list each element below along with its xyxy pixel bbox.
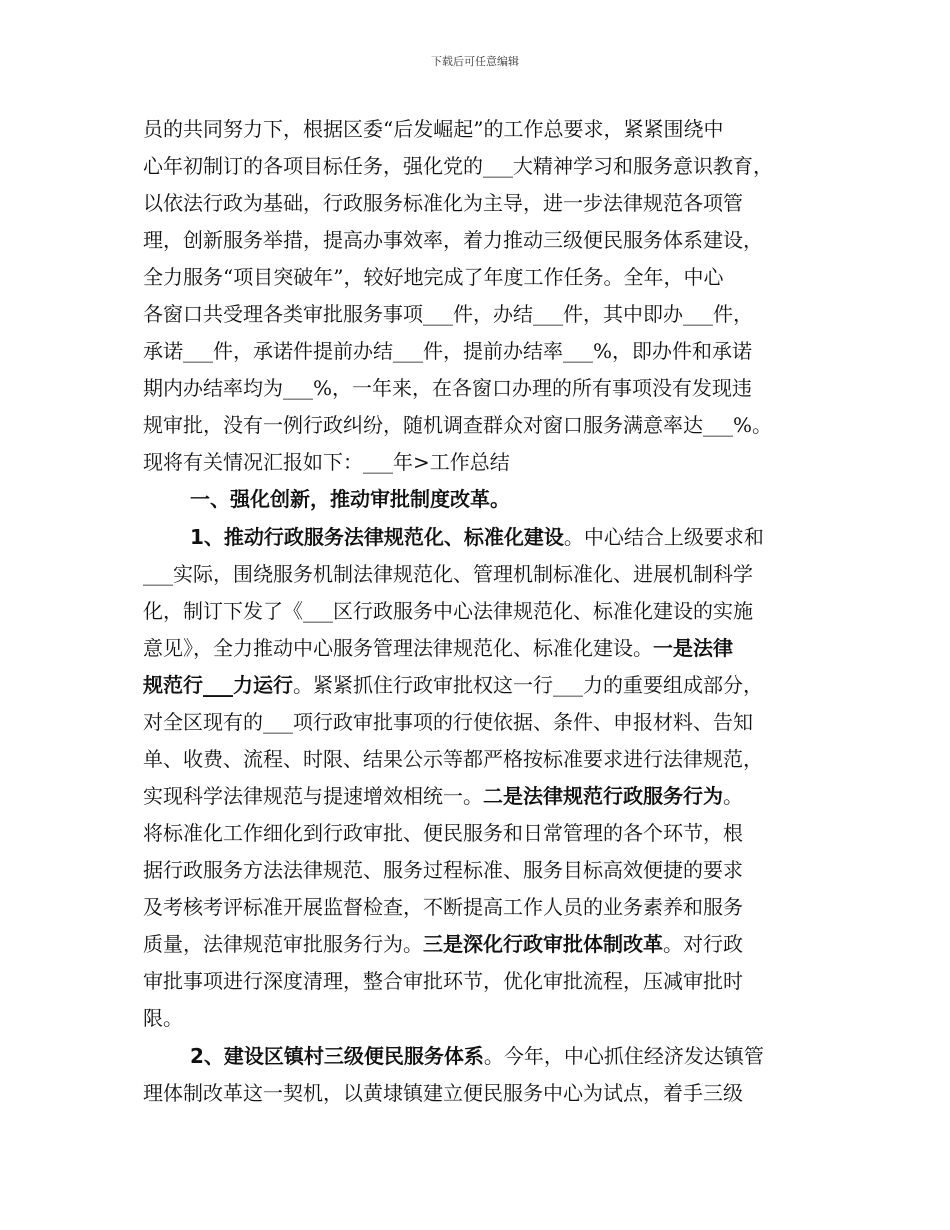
- text-segment: 限。: [143, 1006, 183, 1030]
- paragraph-line: [143, 1077, 833, 1109]
- text-segment: 单、收费、流程、时限、结果公示等都严格按标准要求进行法律规范，: [143, 747, 763, 771]
- bold-text-segment: 1、推动行政服务法律规范化、标准化建设: [190, 525, 564, 549]
- paragraph-line: [143, 928, 833, 960]
- paragraph-line: [143, 632, 833, 664]
- paragraph-line: [143, 891, 833, 923]
- text-segment: 化，制订下发了《___区行政服务中心法律规范化、标准化建设的实施: [143, 599, 753, 623]
- text-segment: 全力服务“项目突破年”，较好地完成了年度工作任务。全年，中心: [143, 265, 724, 289]
- paragraph-line: [190, 521, 833, 553]
- text-segment: 理，创新服务举措，提高办事效率，着力推动三级便民服务体系建设，: [143, 228, 763, 252]
- paragraph-line: [143, 817, 833, 849]
- bold-text-segment: 一是法律: [653, 636, 733, 660]
- text-segment: 。今年，中心抓住经济发达镇管: [483, 1044, 764, 1068]
- text-segment: 承诺___件，承诺件提前办结___件，提前办结率___%，即办件和承诺: [143, 339, 753, 363]
- paragraph-line: [143, 335, 833, 367]
- paragraph-line: [190, 483, 833, 515]
- text-segment: 。中心结合上级要求和: [563, 525, 764, 549]
- bold-text-segment: 规范行___力运行: [143, 673, 293, 697]
- bold-text-segment: 三是深化行政审批体制改革: [423, 932, 663, 956]
- text-segment: 理体制改革这一契机，以黄埭镇建立便民服务中心为试点，着手三级: [143, 1081, 743, 1105]
- paragraph-line: [143, 854, 833, 886]
- text-segment: 各窗口共受理各类审批服务事项___件，办结___件，其中即办___件，: [143, 302, 753, 326]
- text-segment: 以依法行政为基础，行政服务标准化为主导，进一步法律规范各项管: [143, 191, 743, 215]
- text-segment: 据行政服务方法法律规范、服务过程标准、服务目标高效便捷的要求: [143, 858, 743, 882]
- paragraph-line: [143, 261, 833, 293]
- text-segment: 将标准化工作细化到行政审批、便民服务和日常管理的各个环节，根: [143, 821, 743, 845]
- text-segment: 审批事项进行深度清理，整合审批环节，优化审批流程，压减审批时: [143, 969, 743, 993]
- paragraph-line: [143, 743, 833, 775]
- text-segment: 实现科学法律规范与提速增效相统一。: [143, 784, 483, 808]
- paragraph-line: [143, 446, 833, 478]
- text-segment: 。对行政: [663, 932, 743, 956]
- paragraph-line: [143, 372, 833, 404]
- paragraph-line: [143, 558, 833, 590]
- text-segment: 及考核考评标准开展监督检查，不断提高工作人员的业务素养和服务: [143, 895, 743, 919]
- paragraph-line: [143, 224, 833, 256]
- text-segment: 。: [723, 784, 743, 808]
- text-segment: ___实际，围绕服务机制法律规范化、管理机制标准化、进展机制科学: [143, 562, 753, 586]
- paragraph-line: [143, 187, 833, 219]
- text-segment: 意见》，全力推动中心服务管理法律规范化、标准化建设。: [143, 636, 653, 660]
- paragraph-line: [143, 150, 833, 182]
- text-segment: 。紧紧抓住行政审批权这一行___力的重要组成部分，: [293, 673, 763, 697]
- text-segment: 质量，法律规范审批服务行为。: [143, 932, 423, 956]
- text-segment: 现将有关情况汇报如下：___年>工作总结: [143, 450, 510, 474]
- paragraph-line: [190, 1040, 833, 1072]
- bold-text-segment: 二是法律规范行政服务行为: [483, 784, 723, 808]
- paragraph-line: [143, 298, 833, 330]
- paragraph-line: [143, 409, 833, 441]
- text-segment: 期内办结率均为___%，一年来，在各窗口办理的所有事项没有发现违: [143, 376, 753, 400]
- paragraph-line: [143, 1002, 833, 1034]
- paragraph-line: [143, 669, 833, 701]
- paragraph-line: [143, 595, 833, 627]
- paragraph-line: [143, 780, 833, 812]
- paragraph-line: [143, 706, 833, 738]
- text-segment: 心年初制订的各项目标任务，强化党的___大精神学习和服务意识教育，: [143, 154, 773, 178]
- text-segment: 规审批，没有一例行政纠纷，随机调查群众对窗口服务满意率达___%。: [143, 413, 773, 437]
- page-header-note: 下载后可任意编辑: [431, 55, 519, 68]
- text-segment: 员的共同努力下，根据区委“后发崛起”的工作总要求，紧紧围绕中: [143, 117, 724, 141]
- bold-text-segment: 2、建设区镇村三级便民服务体系: [190, 1044, 484, 1068]
- bold-text-segment: 一、强化创新，推动审批制度改革。: [190, 487, 510, 511]
- paragraph-line: [143, 113, 833, 145]
- text-segment: 对全区现有的___项行政审批事项的行使依据、条件、申报材料、告知: [143, 710, 753, 734]
- paragraph-line: [143, 965, 833, 997]
